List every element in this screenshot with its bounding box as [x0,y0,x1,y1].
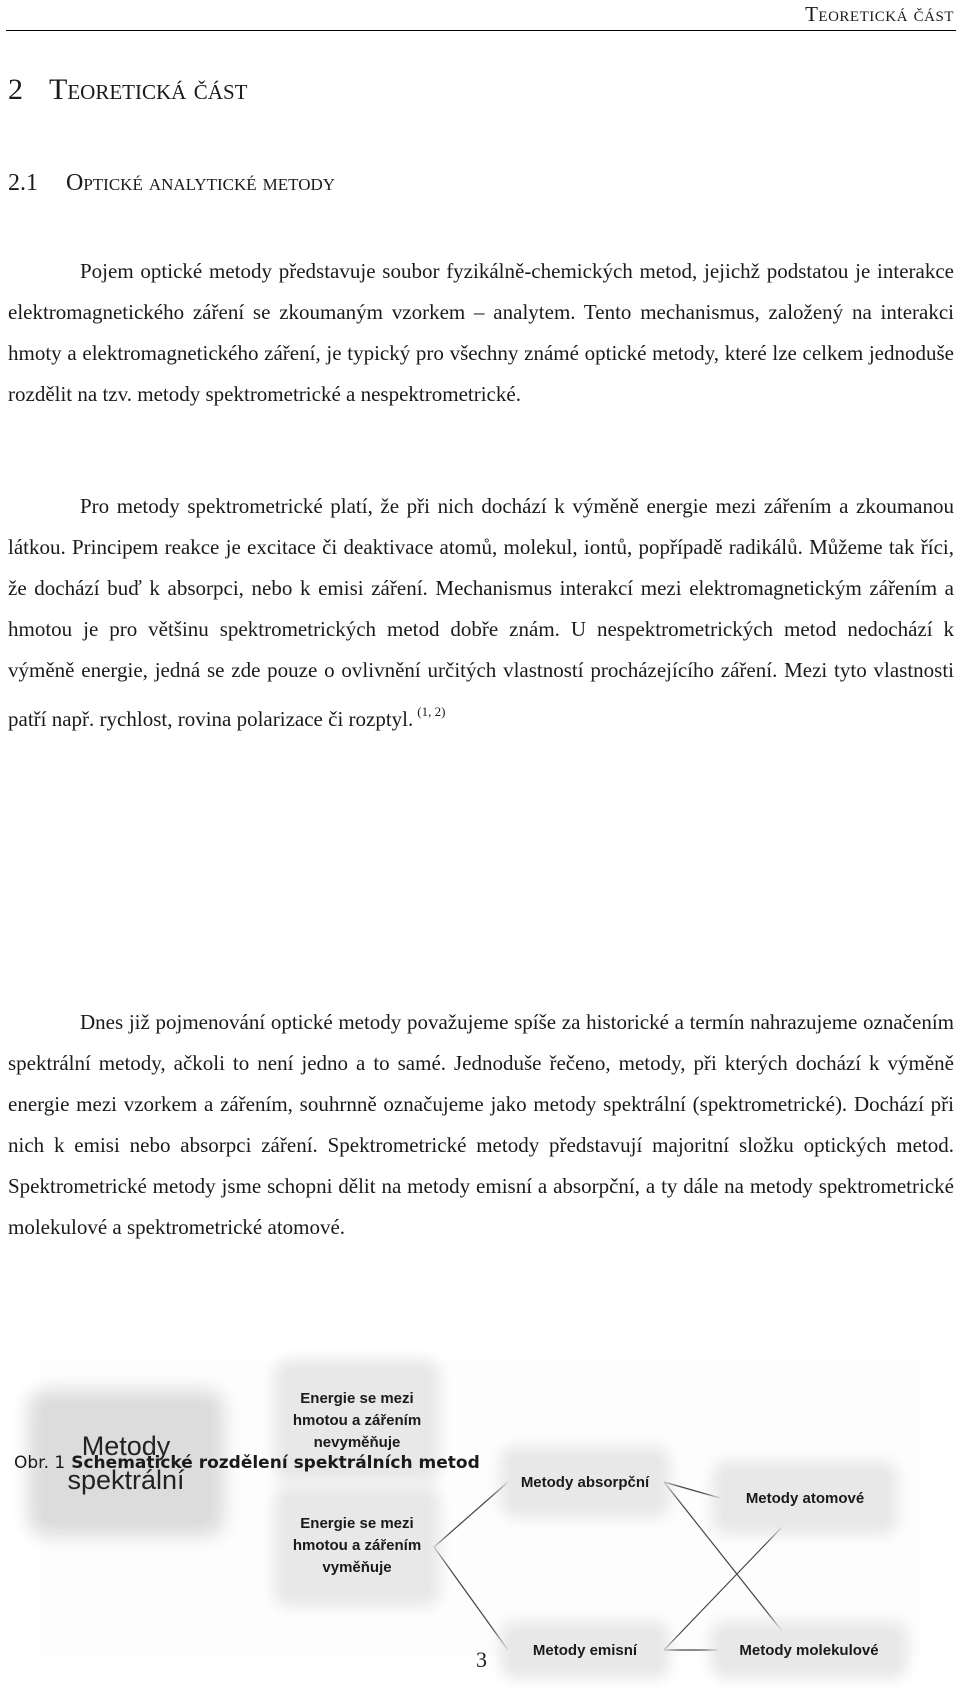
citation-ref: (1, 2) [417,704,446,719]
figure-diagram [40,1361,920,1659]
section-heading [8,170,335,197]
paragraph-1: Pojem optické metody představuje soubor fyzikálně-chemických metod, jejichž podstatou je interakce elektromagnetického záření se zkoumaným vzorkem – analytem. Tento mechanismus, založený na interakci hmoty a elektromagnetického záření, je typický pro všechny známé optické metody, které lze celkem jednoduše rozdělit na tzv. metody spektrometrické a nespektrometrické. [8,259,954,406]
caption-text: Schematické rozdělení spektrálních metod [71,1453,480,1473]
node-spectral-methods: Metody spektrální [42,1404,210,1522]
connector-absorption-atomic [664,1482,720,1498]
section-number: 2.1 [8,170,38,196]
chapter-heading [8,73,248,107]
paragraph-2-text: Pro metody spektrometrické platí, že při nich dochází k výměně energie mezi zářením a zkoumanou látkou. Principem reakce je excitace či deaktivace atomů, molekul, iontů, popřípadě radikálů. Můžeme tak říci, že dochází buď k absorpci, nebo k emisi záření. Mechanismus interakcí mezi elektromagnetickým zářením a hmotou je pro většinu spektrometrických metod dobře znám. U nespektrometrických metod nedochází k výměně energie, jedná se zde pouze o ovlivnění určitých vlastností procházejícího záření. Mezi tyto vlastnosti patří např. rychlost, rovina polarizace či rozptyl. [8,494,954,731]
node-atomic-methods: Metody atomové [722,1471,888,1525]
running-header-text: Teoretická část [805,2,954,26]
node-energy-exchanged: Energie se mezi hmotou a zářením vyměňuje [284,1495,430,1597]
node-absorption-methods: Metody absorpční [510,1456,660,1508]
node-emission-methods: Metody emisní [510,1631,660,1669]
figure-caption [14,1453,480,1473]
paragraph-3: Dnes již pojmenování optické metody považujeme spíše za historické a termín nahrazujeme označením spektrální metody, ačkoli to není jedno a to samé. Jednoduše řečeno, metody, při kterých dochází k výměně energie mezi vzorkem a zářením, souhrnně označujeme jako metody spektrální (spektrometrické). Dochází při nich k emisi nebo absorpci záření. Spektrometrické metody představují majoritní složku optických metod. Spektrometrické metody jsme schopni dělit na metody emisní a absorpční, a ty dále na metody spektrometrické molekulové a spektrometrické atomové. [8,1010,954,1239]
connector-exchange-emission [434,1547,508,1650]
connector-exchange-absorption [434,1482,508,1547]
running-header [805,2,954,27]
node-energy-not-exchanged: Energie se mezi hmotou a zářením nevyměňuje [284,1369,430,1473]
paragraph-2 [8,486,954,740]
node-molecular-methods: Metody molekulové [720,1631,898,1669]
header-rule [6,30,956,31]
page-number: 3 [476,1647,487,1672]
section-title: Optické analytické metody [66,170,336,196]
caption-label: Obr. 1 [14,1453,66,1473]
chapter-title: Teoretická část [49,73,248,106]
chapter-number: 2 [8,73,23,106]
